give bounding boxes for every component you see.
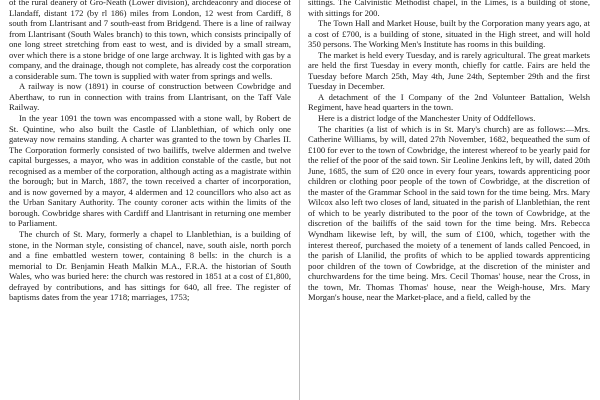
paragraph: The charities (a list of which is in St. Mary's church) are as follows:—Mrs. Catherine Williams, by will, dated 27th November, 1682, bequeathed the sum of £100 for ever to the town of Cowbridge, the interest whereof to be yearly paid for the relief of the poor of the said town. Sir Leoline Jenkins left, by will, dated 20th June, 1685, the sum of £20 once in every four years, towards apprenticing poor children or clothing poor people of the town of Cowbridge, at the discretion of the master of the Grammar School in the said town for the time being. Mrs. Mary Wilcox also left two closes of land, situated in the parish of Llanblethian, the rent of which to be yearly distributed to the poor of the town of Cowbridge, at the discretion of the bailiffs of the said town for the time being. Mrs. Rebecca Wyndham likewise left, by will, the sum of £100, which, together with the interest thereof, purchased the moiety of a tenement of lands called Pencoed, in the parish of Llanilid, the profits of which to be applied towards apprenticing poor children of the town of Cowbridge, at the discretion of the minister and churchwardens for the time being. Mrs. Cecil Thomas' house, near the Cross, in the town, Mr. Thomas Thomas' house, near the Weigh-house, Mrs. Mary Morgan's house, near the Market-place, and a field, called by the xyxy=(308,123,590,303)
paragraph: In the year 1091 the town was encompassed with a stone wall, by Robert de St. Quintine, who also built the Castle of Llanblethian, of which only one gateway now remains standing. A charter was granted to the town by Charles II. The Corporation formerly consisted of two bailiffs, twelve aldermen and twelve capital burgesses, a mayor, who was in addition constable of the castle, but not recognised as a member of the corporation, although acting as a magistrate within the borough; but in March, 1887, the town received a charter of incorporation, and is now governed by a mayor, 4 aldermen and 12 councillors who also act as the Urban Sanitary Authority. The county coroner acts within the limits of the borough. Cowbridge shares with Cardiff and Llantrisant in returning one member to Parliament. xyxy=(9,113,291,229)
column-divider xyxy=(299,0,300,400)
right-column xyxy=(308,0,590,303)
paragraph: The market is held every Tuesday, and is rarely agricultural. The great markets are held the first Tuesday in every month, chiefly for cattle. Fairs are held the Tuesday before March 25th, May 4th, June 24th, September 29th and the first Tuesday in December. xyxy=(308,49,590,92)
paragraph: The Town Hall and Market House, built by the Corporation many years ago, at a cost of £700, is a building of stone, situated in the High street, and will hold 350 persons. The Working Men's Institute has rooms in this building. xyxy=(308,18,590,50)
paragraph: sittings. The Calvinistic Methodist chapel, in the Limes, is a building of stone, with sittings for 200. xyxy=(308,0,590,18)
paragraph: A detachment of the I Company of the 2nd Volunteer Battalion, Welsh Regiment, have head quarters in the town. xyxy=(308,91,590,113)
paragraph: A railway is now (1891) in course of construction between Cowbridge and Aberthaw, to run in connection with trains from Llantrisant, on the Taff Vale Railway. xyxy=(9,81,291,113)
paragraph: of the rural deanery of Gro-Neath (Lower division), archdeaconry and diocese of Llandaff, distant 172 (by rl 186) miles from London, 12 west from Cardiff, 8 south from Llantrisant and 7 south-east from Bridgend. There is a line of railway from Llantrisant (South Wales branch) to this town, which consists principally of one long street stretching from east to west, and is divided by a small stream, over which there is a stone bridge of one large archway. It is lighted with gas by a company, and the drainage, though not complete, has already cost the corporation a considerable sum. The town is supplied with water from springs and wells. xyxy=(9,0,291,81)
paragraph: Here is a district lodge of the Manchester Unity of Oddfellows. xyxy=(318,113,536,124)
left-column xyxy=(9,0,291,303)
paragraph: The church of St. Mary, formerly a chapel to Llanblethian, is a building of stone, in the Norman style, consisting of chancel, nave, south aisle, north porch and a fine embattled western tower, containing 8 bells: in the church is a memorial to Dr. Benjamin Heath Malkin M.A., F.R.A. the historian of South Wales, who was buried here: the church was restored in 1851 at a cost of £1,800, defrayed by contributions, and has sittings for 640, all free. The register of baptisms dates from the year 1718; marriages, 1753; xyxy=(9,229,291,303)
